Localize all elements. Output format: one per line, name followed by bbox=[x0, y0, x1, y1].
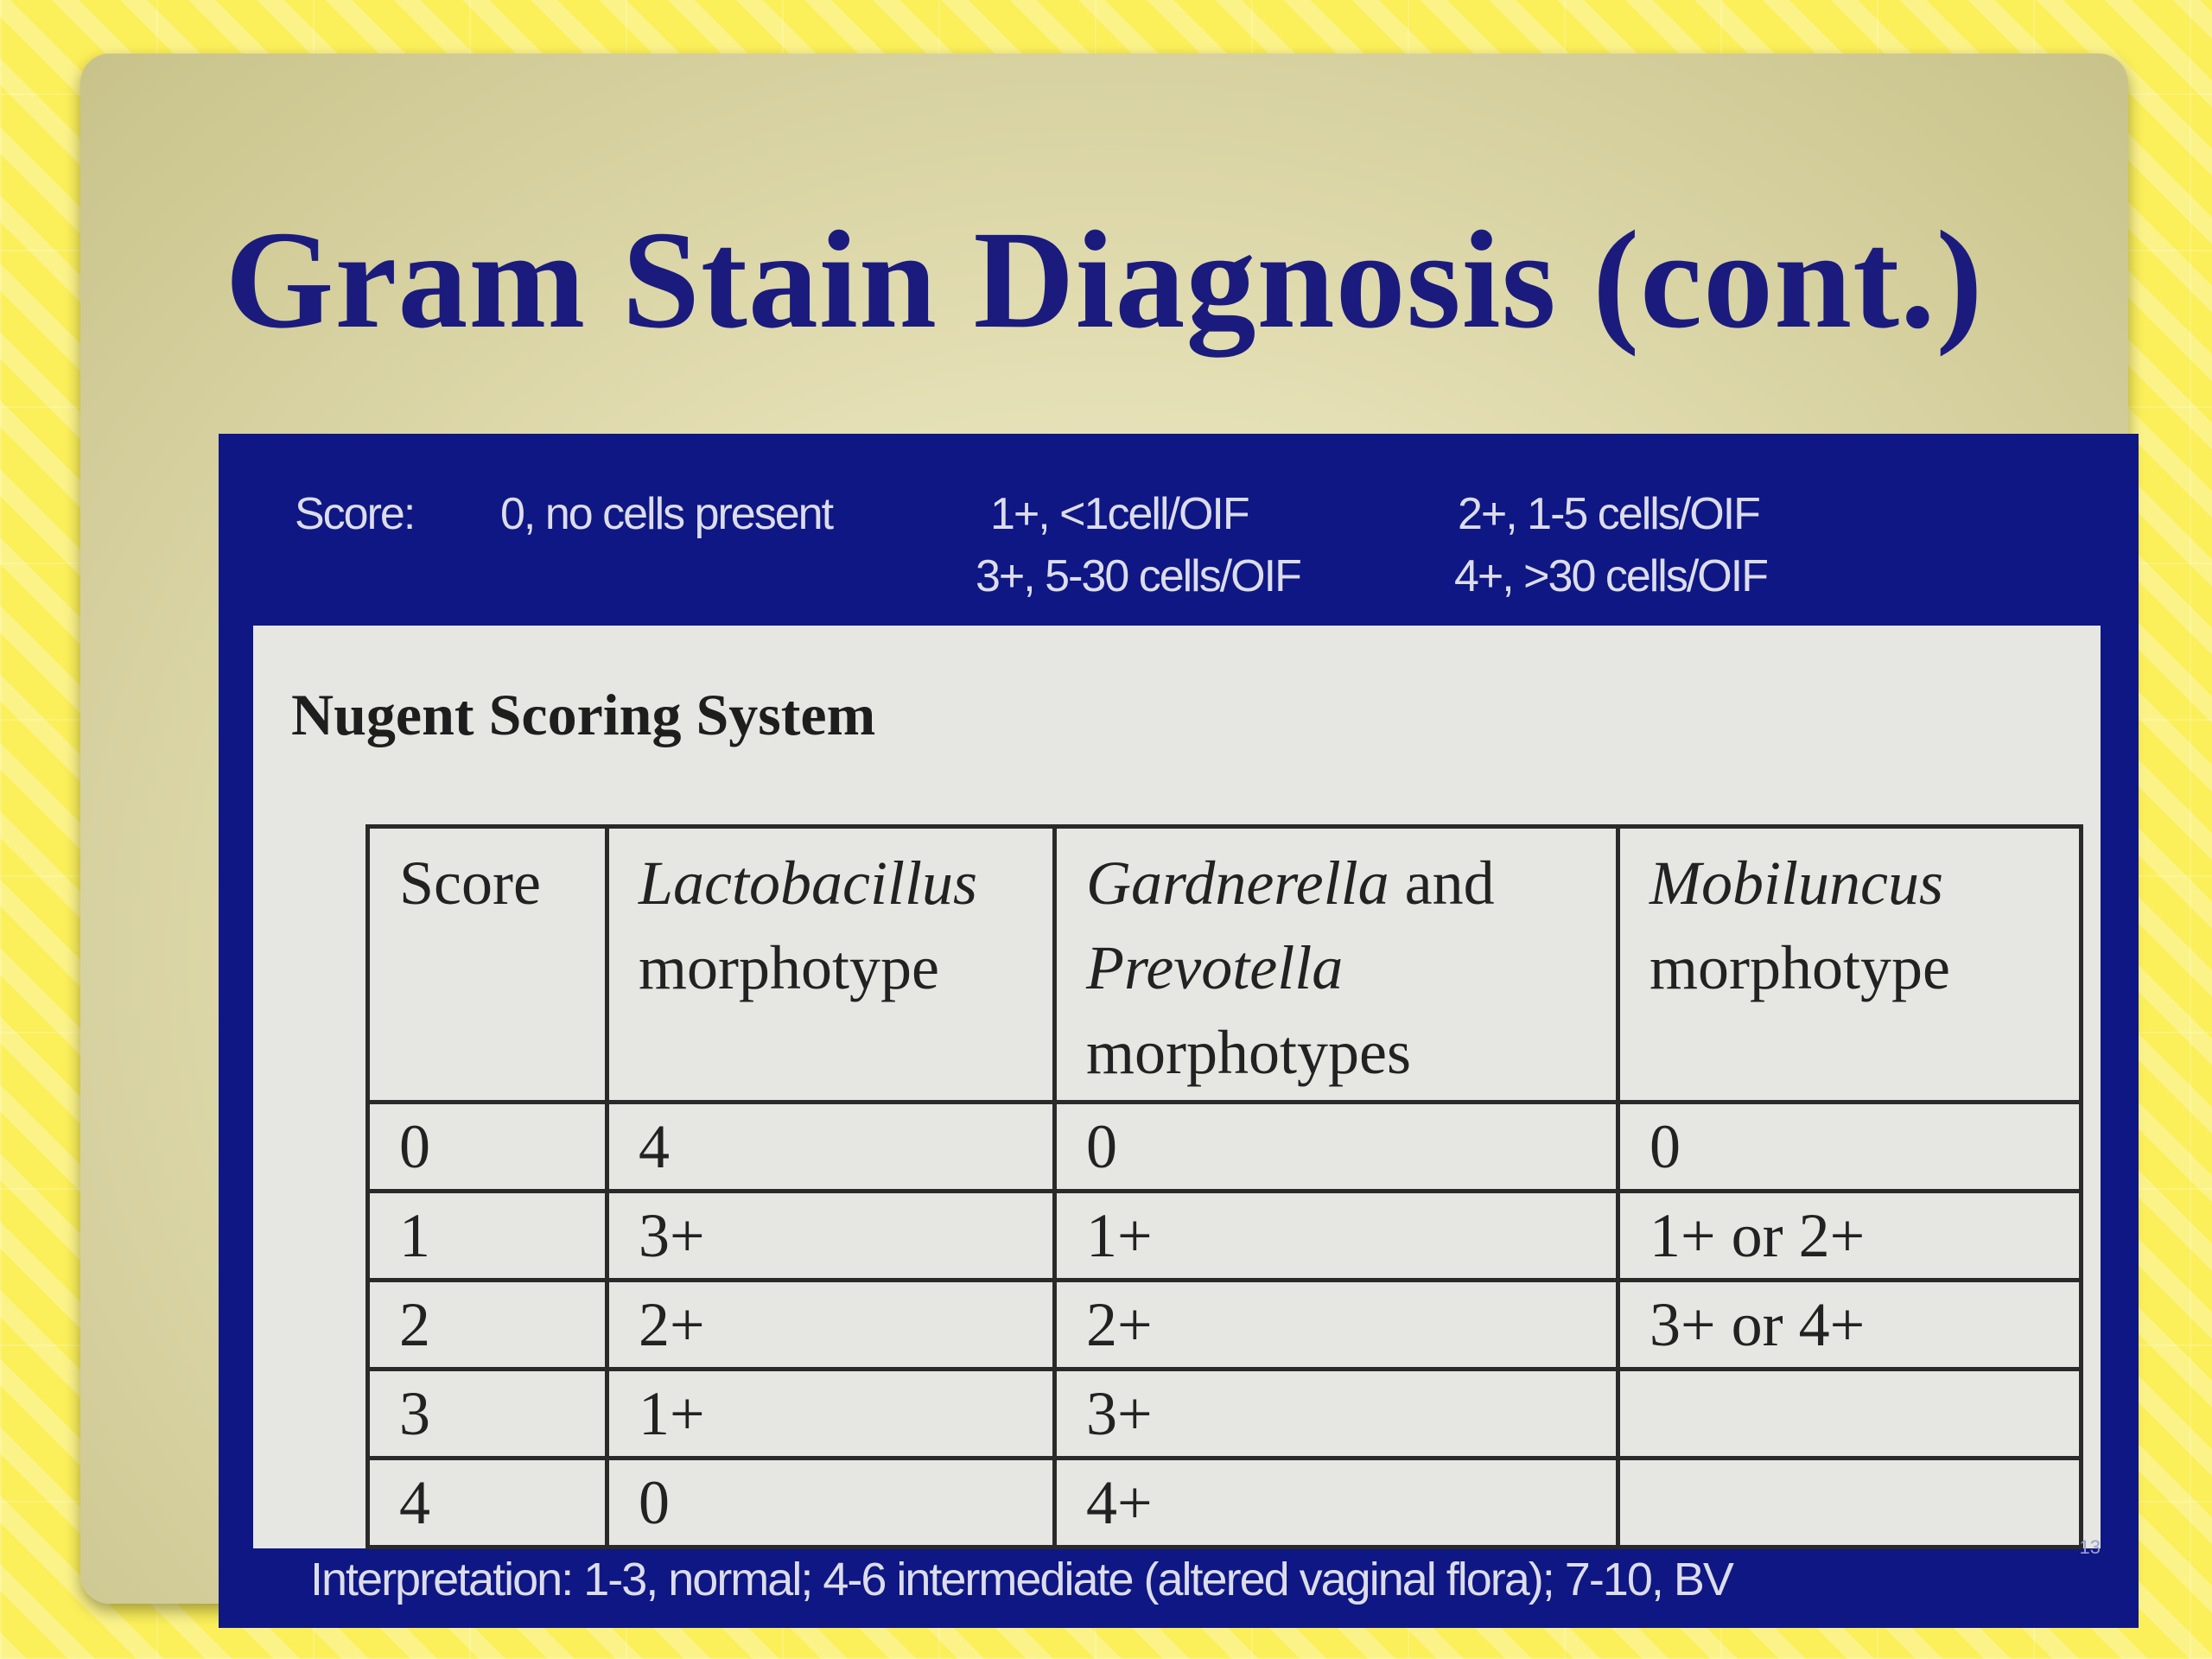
score-key bbox=[219, 434, 2139, 624]
table-title: Nugent Scoring System bbox=[291, 682, 876, 747]
table-row bbox=[368, 1192, 2082, 1281]
cell-lactobacillus: 4 bbox=[607, 1103, 1055, 1192]
cell-score: 4 bbox=[368, 1459, 607, 1548]
header-score: Score bbox=[368, 827, 607, 1103]
table-header-row bbox=[368, 827, 2082, 1103]
cell-gardnerella: 1+ bbox=[1055, 1192, 1618, 1281]
cell-score: 2 bbox=[368, 1281, 607, 1370]
score-key-4: 4+, >30 cells/OIF bbox=[1454, 551, 1767, 601]
table-row bbox=[368, 1459, 2082, 1548]
cell-mobiluncus: 1+ or 2+ bbox=[1618, 1192, 2082, 1281]
header-lactobacillus: Lactobacillus morphotype bbox=[607, 827, 1055, 1103]
cell-lactobacillus: 2+ bbox=[607, 1281, 1055, 1370]
cell-score: 0 bbox=[368, 1103, 607, 1192]
table-row bbox=[368, 1370, 2082, 1459]
header-mobiluncus: Mobiluncus morphotype bbox=[1618, 827, 2082, 1103]
slide-title: Gram Stain Diagnosis (cont.) bbox=[225, 203, 1984, 358]
cell-lactobacillus: 0 bbox=[607, 1459, 1055, 1548]
cell-mobiluncus: 3+ or 4+ bbox=[1618, 1281, 2082, 1370]
score-key-2: 2+, 1-5 cells/OIF bbox=[1458, 489, 1759, 539]
nugent-table bbox=[365, 824, 2083, 1549]
cell-lactobacillus: 3+ bbox=[607, 1192, 1055, 1281]
cell-gardnerella: 0 bbox=[1055, 1103, 1618, 1192]
slide bbox=[80, 54, 2128, 1604]
nugent-table-image bbox=[253, 626, 2101, 1548]
cell-gardnerella: 2+ bbox=[1055, 1281, 1618, 1370]
header-gardnerella-prevotella: Gardnerella and Prevotella morphotypes bbox=[1055, 827, 1618, 1103]
cell-lactobacillus: 1+ bbox=[607, 1370, 1055, 1459]
score-key-0: 0, no cells present bbox=[500, 489, 833, 539]
cell-score: 1 bbox=[368, 1192, 607, 1281]
interpretation-footnote: Interpretation: 1-3, normal; 4-6 intermediate (altered vaginal flora); 7-10, BV bbox=[310, 1554, 1732, 1605]
cell-gardnerella: 3+ bbox=[1055, 1370, 1618, 1459]
score-key-label: Score: bbox=[295, 489, 415, 539]
table-row bbox=[368, 1281, 2082, 1370]
cell-gardnerella: 4+ bbox=[1055, 1459, 1618, 1548]
cell-mobiluncus: 0 bbox=[1618, 1103, 2082, 1192]
cell-score: 3 bbox=[368, 1370, 607, 1459]
cell-mobiluncus bbox=[1618, 1370, 2082, 1459]
score-key-1: 1+, <1cell/OIF bbox=[990, 489, 1249, 539]
score-key-3: 3+, 5-30 cells/OIF bbox=[976, 551, 1300, 601]
nugent-panel bbox=[219, 434, 2139, 1628]
cell-mobiluncus bbox=[1618, 1459, 2082, 1548]
table-row bbox=[368, 1103, 2082, 1192]
page-number: 13 bbox=[2079, 1536, 2101, 1558]
